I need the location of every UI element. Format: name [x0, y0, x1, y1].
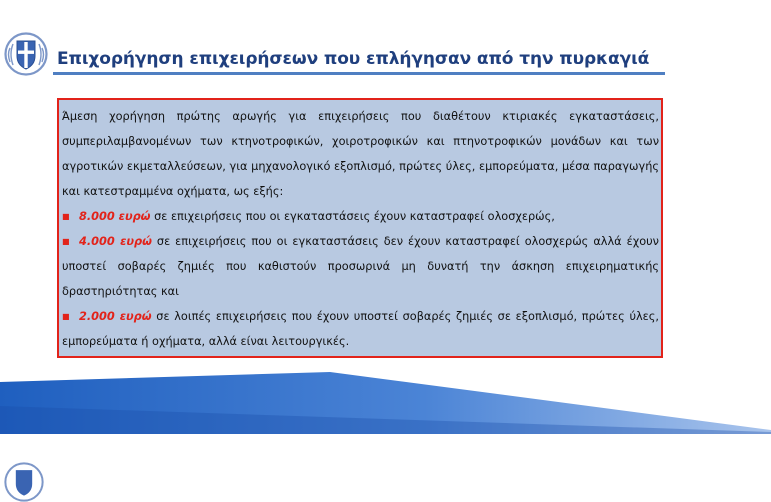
bullet-item-2	[62, 229, 659, 304]
bullet-text: σε επιχειρήσεις που οι εγκαταστάσεις δεν έχουν καταστραφεί ολοσχερώς αλλά έχουν υποστεί σοβαρές ζημιές που καθιστούν προσωρινά μη δυνατή την άσκηση επιχειρηματικής δραστηριότητας και	[62, 235, 659, 298]
bullet-square-icon: ■	[62, 212, 70, 221]
decorative-swoosh	[0, 372, 771, 434]
bullet-square-icon: ■	[62, 312, 70, 321]
bullet-text: σε λοιπές επιχειρήσεις που έχουν υποστεί σοβαρές ζημιές σε εξοπλισμό, πρώτες ύλες, εμπορεύματα ή οχήματα, αλλά είναι λειτουργικές.	[62, 310, 659, 348]
hellenic-coat-of-arms-icon	[4, 32, 48, 76]
bullet-amount: 8.000 ευρώ	[79, 210, 151, 223]
title-underline	[53, 72, 665, 75]
content-box	[57, 98, 663, 358]
intro-paragraph: Άμεση χορήγηση πρώτης αρωγής για επιχειρήσεις που διαθέτουν κτιριακές εγκαταστάσεις, συμπεριλαμβανομένων των κτηνοτροφικών, χοιροτροφικών και πτηνοτροφικών μονάδων και των αγροτικών εκμεταλλεύσεων, για μηχανολογικό εξοπλισμό, πρώτες ύλες, εμπορεύματα, μέσα παραγωγής και κατεστραμμένα οχήματα, ως εξής:	[62, 110, 659, 198]
page-title: Επιχορήγηση επιχειρήσεων που επλήγησαν από την πυρκαγιά	[57, 49, 650, 69]
bullet-item-1	[62, 204, 659, 229]
slide-separator	[0, 434, 771, 474]
bullet-amount: 4.000 ευρώ	[79, 235, 152, 248]
bullet-item-3	[62, 304, 659, 354]
bullet-amount: 2.000 ευρώ	[79, 310, 152, 323]
hellenic-coat-of-arms-icon	[4, 462, 44, 502]
bullet-square-icon: ■	[62, 237, 70, 246]
bullet-text: σε επιχειρήσεις που οι εγκαταστάσεις έχουν καταστραφεί ολοσχερώς,	[150, 210, 555, 223]
